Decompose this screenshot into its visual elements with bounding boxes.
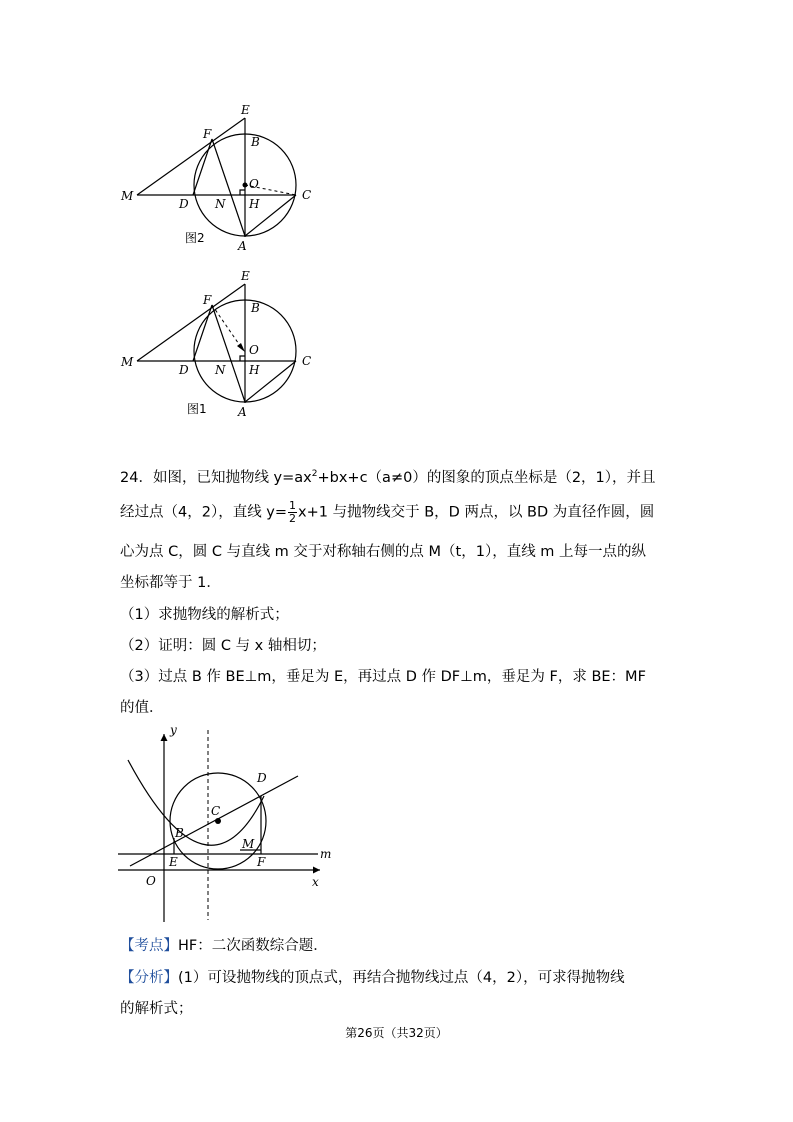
fig3-label-o: O	[146, 874, 156, 888]
fig1-label-a: A	[238, 405, 247, 419]
fenxi-line-1: 【分析】(1）可设抛物线的顶点式，再结合抛物线过点（4，2），可求得抛物线	[120, 970, 625, 986]
fig2-label-o: O	[249, 177, 259, 191]
fig2-label-e: E	[241, 103, 250, 117]
fig3-label-f: F	[257, 855, 266, 869]
fig3-label-m: M	[242, 837, 255, 851]
fig1-label-m: M	[121, 355, 134, 369]
fenxi-tag: 【分析】	[120, 970, 178, 986]
fig3-label-x: x	[312, 875, 319, 889]
fig3-label-d: D	[257, 771, 267, 785]
fig1-label-b: B	[251, 301, 260, 315]
fig1-label-f: F	[203, 293, 212, 307]
figure-3-parabola	[118, 720, 333, 925]
question-3-line-1: （3）过点 B 作 BE⊥m，垂足为 E，再过点 D 作 DF⊥m，垂足为 F，求 BE：MF	[120, 669, 646, 685]
fig1-label-d: D	[179, 363, 189, 377]
fig2-label-m: M	[121, 189, 134, 203]
figure-2	[115, 100, 320, 255]
fig2-label-h: H	[249, 197, 260, 211]
fig2-label-a: A	[238, 239, 247, 253]
fig3-label-c: C	[211, 804, 221, 818]
fig1-label-o: O	[249, 343, 259, 357]
problem-line-3: 心为点 C，圆 C 与直线 m 交于对称轴右侧的点 M（t，1），直线 m 上每一点的纵	[120, 544, 647, 560]
fig1-label-n: N	[215, 363, 226, 377]
figure-1	[115, 266, 320, 421]
problem-line-1: 24．如图，已知抛物线 $y=ax^2+bx+c(a\ne 0)$的图象的顶点坐标是（2，1），并且	[120, 469, 656, 486]
question-3-line-2: 的值．	[120, 700, 164, 716]
fig2-label-n: N	[215, 197, 226, 211]
fig1-label-e: E	[241, 269, 250, 283]
fig1-label-h: H	[249, 363, 260, 377]
fig3-label-y: y	[170, 723, 177, 737]
question-2: （2）证明：圆 C 与 x 轴相切；	[120, 638, 326, 654]
kaodian-line: 【考点】HF：二次函数综合题．	[120, 938, 328, 954]
fig2-label-c: C	[302, 188, 312, 202]
page-footer: 第26页（共32页）	[345, 1026, 448, 1040]
fig2-label-b: B	[251, 135, 260, 149]
fraction-one-half: $\frac{1}{2}$	[289, 499, 297, 525]
fig3-label-m-line: m	[320, 847, 332, 861]
fig2-caption: 图2	[185, 231, 205, 245]
fig2-label-f: F	[203, 127, 212, 141]
fig3-label-e: E	[169, 855, 178, 869]
fig3-label-b: B	[175, 826, 184, 840]
fig1-caption: 图1	[187, 402, 207, 416]
question-1: （1）求抛物线的解析式；	[120, 607, 289, 623]
fig1-label-c: C	[302, 354, 312, 368]
kaodian-tag: 【考点】	[120, 938, 178, 954]
problem-line-4: 坐标都等于 1．	[120, 575, 221, 591]
problem-line-2: 经过点（4，2），直线 y= $\frac{1}{2}$ x+1 与抛物线交于 B，D 两点，以 BD 为直径作圆，圆	[120, 499, 655, 525]
fenxi-line-2: 的解析式；	[120, 1001, 193, 1017]
fig2-label-d: D	[179, 197, 189, 211]
